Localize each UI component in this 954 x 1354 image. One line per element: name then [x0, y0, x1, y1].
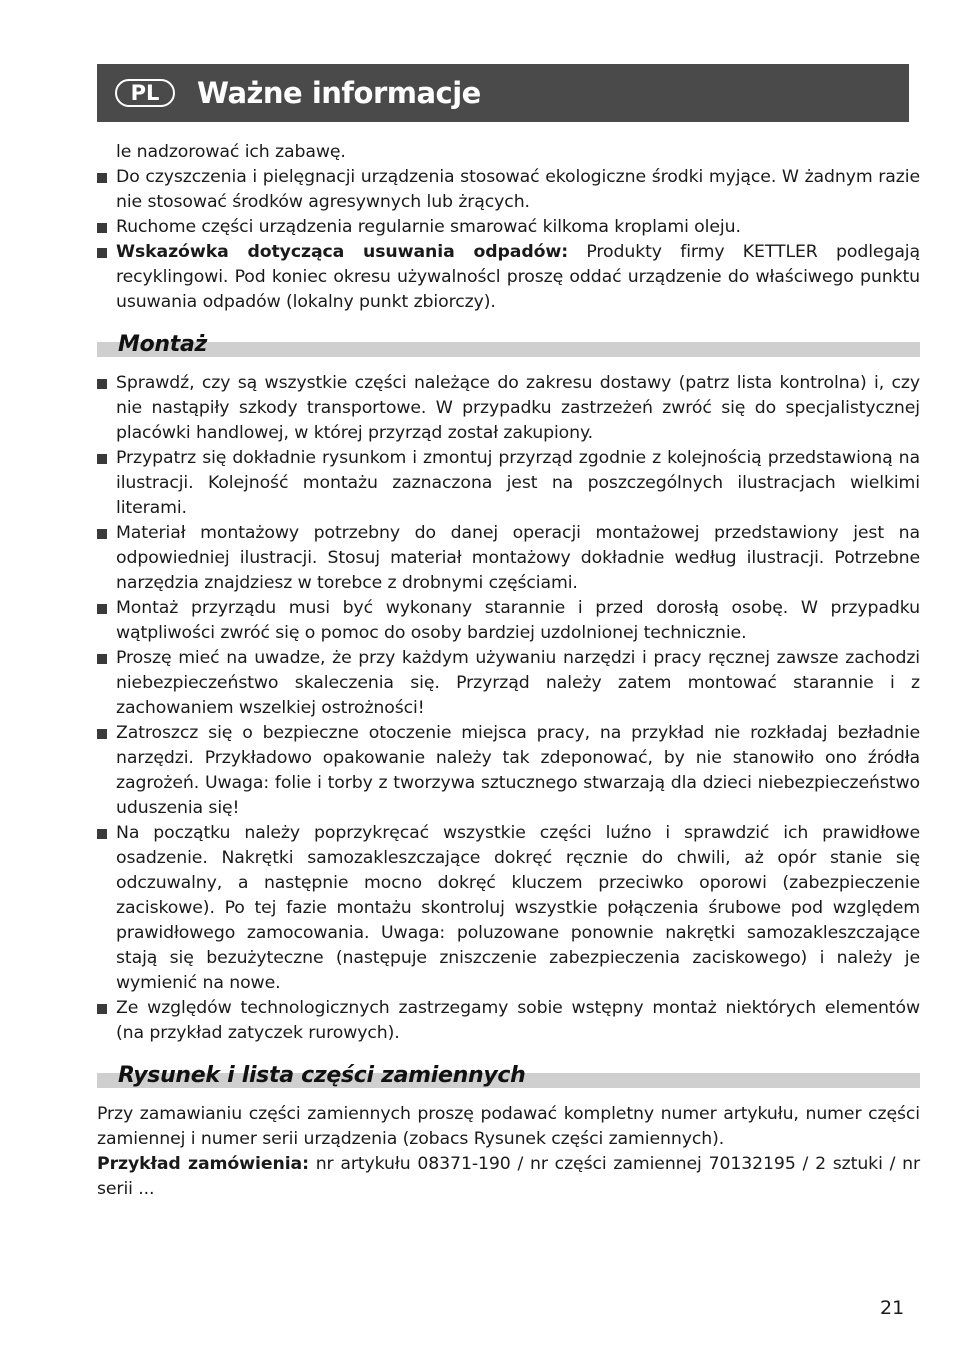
section-title: Rysunek i lista części zamiennych — [118, 1063, 526, 1088]
list-item: Ruchome części urządzenia regularnie smarować kilkoma kroplami oleju. — [97, 215, 920, 240]
square-bullet-icon — [97, 604, 107, 614]
list-item: Materiał montażowy potrzebny do danej operacji montażowej przedstawiony jest na odpowiedniej ilustracji. Stosuj materiał montażowy dokładnie według ilustracji. Potrzebne narzędzia znajdziesz w torebce z drobnymi częściami. — [97, 521, 920, 596]
square-bullet-icon — [97, 223, 107, 233]
continuation-text: le nadzorować ich zabawę. — [116, 142, 346, 162]
square-bullet-icon — [97, 529, 107, 539]
parts-paragraph: Przy zamawianiu części zamiennych proszę podawać kompletny numer artykułu, numer części zamiennej i numer serii urządzenia (zobacs Rysunek części zamiennych). — [97, 1104, 920, 1149]
square-bullet-icon — [97, 729, 107, 739]
section-title: Montaż — [118, 332, 208, 357]
section-bar — [97, 342, 920, 357]
list-item: Sprawdź, czy są wszystkie części należące do zakresu dostawy (patrz lista kontrolna) i, czy nie nastąpiły szkody transportowe. W przypadku zastrzeżeń zwróć się do specjalistycznej placówki handlowej, w której przyrząd został zakupiony. — [97, 371, 920, 446]
document-body — [97, 140, 920, 1202]
order-example-label: Przykład zamówienia: — [97, 1154, 309, 1174]
square-bullet-icon — [97, 654, 107, 664]
list-item: Montaż przyrządu musi być wykonany starannie i przed dorosłą osobę. W przypadku wątpliwości zwróć się o pomoc do osoby bardziej uzdolnionej technicznie. — [97, 596, 920, 646]
disposal-note-label: Wskazówka dotycząca usuwania odpadów: — [116, 242, 569, 262]
square-bullet-icon — [97, 454, 107, 464]
list-item: Zatroszcz się o bezpieczne otoczenie miejsca pracy, na przykład nie rozkładaj bezładnie narzędzi. Przykładowo opakowanie należy tak zdeponować, by nie stanowiło ono źródła zagrożeń. Uwaga: folie i torby z tworzywa sztucznego stwarzają dla dzieci niebezpieczeństwo uduszenia się! — [97, 721, 920, 821]
square-bullet-icon — [97, 248, 107, 258]
section-header-montaz — [97, 330, 920, 357]
list-item: Proszę mieć na uwadze, że przy każdym używaniu narzędzi i pracy ręcznej zawsze zachodzi niebezpieczeństwo skaleczenia się. Przyrząd należy zatem montować starannie i z zachowaniem wszelkiej ostrożności! — [97, 646, 920, 721]
page-title: Ważne informacje — [197, 76, 481, 110]
list-item: Na początku należy poprzykręcać wszystkie części luźno i sprawdzić ich prawidłowe osadzenie. Nakrętki samozakleszczające dokręć ręcznie do chwili, aż opór stanie się odczuwalny, a następnie mocno dokręć kluczem przeciwko oporowi (zabezpieczenie zaciskowe). Po tej fazie montażu skontroluj wszystkie połączenia śrubowe pod względem prawidłowego zamocowania. Uwaga: poluzowane ponownie nakrętki samozakleszczające stają się bezużyteczne (następuje zniszczenie zabezpieczenia zaciskowego) i należy je wymienić na nowe. — [97, 821, 920, 996]
page-header — [97, 64, 909, 122]
list-item: Wskazówka dotycząca usuwania odpadów: Produkty firmy KETTLER podlegają recyklingowi. Pod koniec okresu używalnoścl proszę oddać urządzenie do właściwego punktu usuwania odpadów (lokalny punkt zbiorczy). — [97, 240, 920, 315]
language-badge: PL — [115, 79, 175, 107]
list-item: Ze względów technologicznych zastrzegamy sobie wstępny montaż niektórych elementów (na przykład zatyczek rurowych). — [97, 996, 920, 1046]
list-item: Przypatrz się dokładnie rysunkom i zmontuj przyrząd zgodnie z kolejnością przedstawioną na ilustracji. Kolejność montażu zaznaczona jest na poszczególnych ilustracjach wielkimi literami. — [97, 446, 920, 521]
square-bullet-icon — [97, 379, 107, 389]
square-bullet-icon — [97, 829, 107, 839]
square-bullet-icon — [97, 173, 107, 183]
section-header-parts — [97, 1061, 920, 1088]
square-bullet-icon — [97, 1004, 107, 1014]
order-example: Przykład zamówienia: nr artykułu 08371-190 / nr części zamiennej 70132195 / 2 sztuki / nr serii ... — [97, 1154, 920, 1199]
page-number: 21 — [880, 1297, 905, 1319]
list-item: Do czyszczenia i pielęgnacji urządzenia stosować ekologiczne środki myjące. W żadnym razie nie stosować środków agresywnych lub żrących. — [97, 165, 920, 215]
